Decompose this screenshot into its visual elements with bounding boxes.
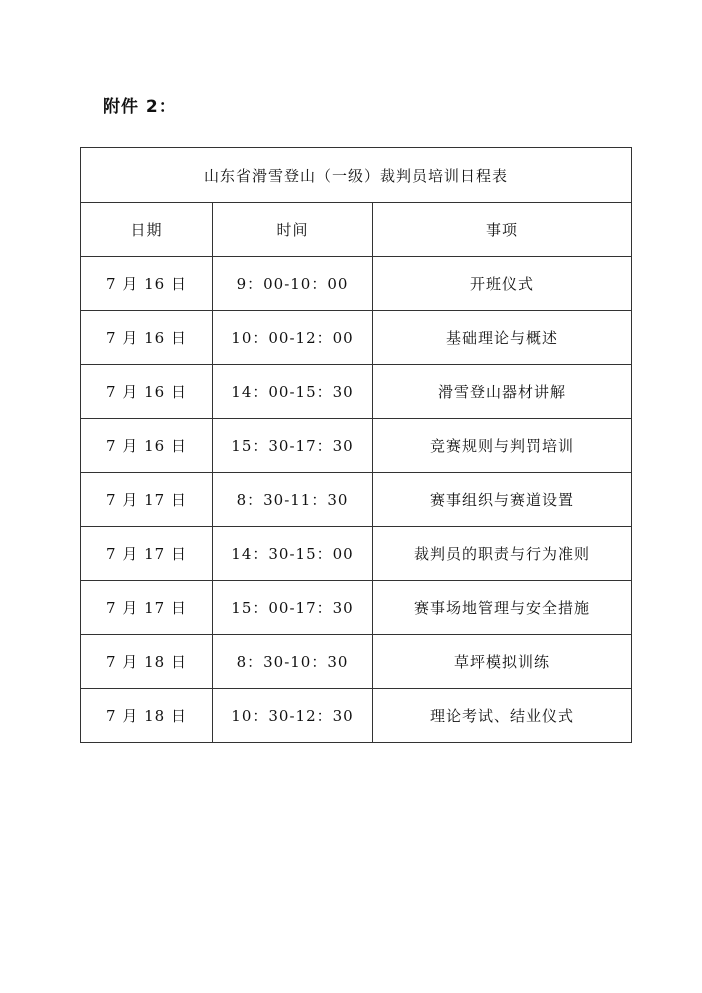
- cell-item: 基础理论与概述: [373, 311, 632, 365]
- attachment-label: 附件 2：: [103, 97, 177, 117]
- cell-date: 7 月 17 日: [81, 581, 213, 635]
- cell-item: 滑雪登山器材讲解: [373, 365, 632, 419]
- cell-date: 7 月 17 日: [81, 473, 213, 527]
- table-row: [81, 527, 632, 581]
- table-row: [81, 311, 632, 365]
- table-row: [81, 635, 632, 689]
- table-row: [81, 257, 632, 311]
- cell-time: 8：30-10：30: [213, 635, 373, 689]
- cell-time: 10：00-12：00: [213, 311, 373, 365]
- cell-date: 7 月 18 日: [81, 635, 213, 689]
- table-row: [81, 473, 632, 527]
- cell-item: 赛事组织与赛道设置: [373, 473, 632, 527]
- cell-time: 14：30-15：00: [213, 527, 373, 581]
- cell-date: 7 月 16 日: [81, 365, 213, 419]
- schedule-table: [80, 147, 632, 743]
- table-row: [81, 689, 632, 743]
- table-row: [81, 419, 632, 473]
- cell-time: 14：00-15：30: [213, 365, 373, 419]
- cell-time: 9：00-10：00: [213, 257, 373, 311]
- cell-time: 8：30-11：30: [213, 473, 373, 527]
- cell-item: 草坪模拟训练: [373, 635, 632, 689]
- table-title: 山东省滑雪登山（一级）裁判员培训日程表: [81, 148, 632, 203]
- cell-time: 15：30-17：30: [213, 419, 373, 473]
- column-header-date: 日期: [81, 203, 213, 257]
- cell-date: 7 月 17 日: [81, 527, 213, 581]
- table-title-row: [81, 148, 632, 203]
- cell-item: 裁判员的职责与行为准则: [373, 527, 632, 581]
- cell-date: 7 月 16 日: [81, 419, 213, 473]
- cell-date: 7 月 16 日: [81, 311, 213, 365]
- cell-date: 7 月 16 日: [81, 257, 213, 311]
- table-row: [81, 365, 632, 419]
- cell-item: 赛事场地管理与安全措施: [373, 581, 632, 635]
- column-header-time: 时间: [213, 203, 373, 257]
- cell-date: 7 月 18 日: [81, 689, 213, 743]
- cell-time: 15：00-17：30: [213, 581, 373, 635]
- cell-item: 开班仪式: [373, 257, 632, 311]
- cell-time: 10：30-12：30: [213, 689, 373, 743]
- cell-item: 竞赛规则与判罚培训: [373, 419, 632, 473]
- column-header-item: 事项: [373, 203, 632, 257]
- table-header-row: [81, 203, 632, 257]
- table-row: [81, 581, 632, 635]
- cell-item: 理论考试、结业仪式: [373, 689, 632, 743]
